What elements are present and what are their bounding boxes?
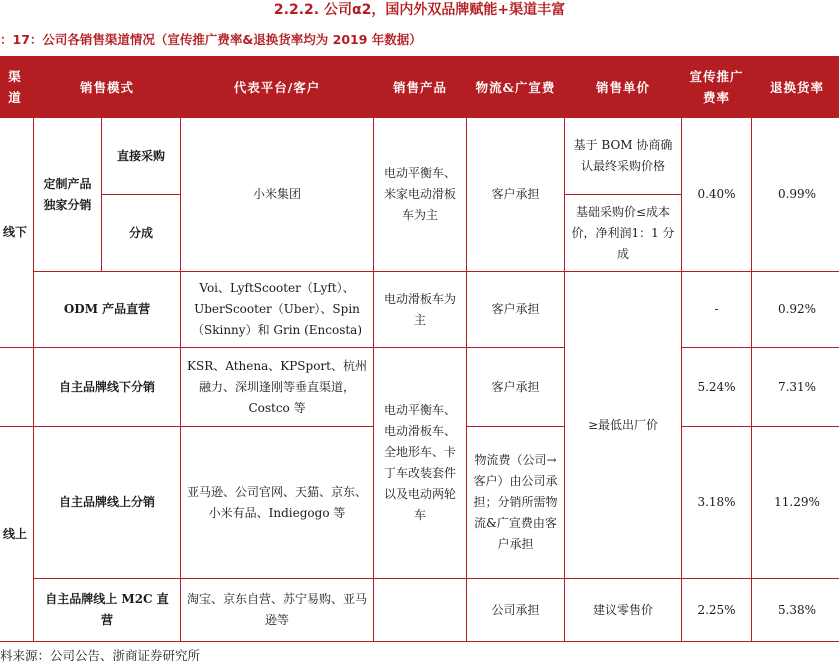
sales-channel-table [0,56,839,642]
platform-odm: Voi、LyftScooter（Lyft）、UberScooter（Uber）、Spin（Skinny）和 Grin (Encosta) [181,272,374,348]
promo-odm: - [682,272,752,348]
return-custom: 0.99% [752,118,839,272]
channel-online: 线上 [0,427,34,642]
promo-own-online: 3.18% [682,427,752,579]
channel-offline-continued [0,348,34,427]
platform-m2c: 淘宝、京东自营、苏宁易购、亚马逊等 [181,579,374,642]
submode-revenue-split: 分成 [102,195,181,272]
mode-own-online: 自主品牌线上分销 [34,427,181,579]
logistics-own-online: 物流费（公司→客户）由公司承担；分销所需物流&广宣费由客户承担 [467,427,565,579]
table-caption: ：17：公司各销售渠道情况（宣传推广费率&退换货率均为 2019 年数据） [0,32,422,47]
platform-own-online: 亚马逊、公司官网、天猫、京东、小米有品、Indiegogo 等 [181,427,374,579]
return-m2c: 5.38% [752,579,839,642]
mode-odm-direct: ODM 产品直营 [34,272,181,348]
header-product: 销售产品 [374,57,467,118]
product-custom: 电动平衡车、米家电动滑板车为主 [374,118,467,272]
header-promo-rate: 宣传推广费率 [682,57,752,118]
price-split: 基础采购价≤成本价，净利润1：1 分成 [565,195,682,272]
header-row [0,57,839,118]
product-odm: 电动滑板车为主 [374,272,467,348]
channel-offline: 线下 [0,118,34,348]
logistics-m2c: 公司承担 [467,579,565,642]
section-heading: 2.2.2. 公司α2，国内外双品牌赋能+渠道丰富 [273,2,566,18]
logistics-odm: 客户承担 [467,272,565,348]
price-m2c: 建议零售价 [565,579,682,642]
header-platform: 代表平台/客户 [181,57,374,118]
mode-m2c-direct: 自主品牌线上 M2C 直营 [34,579,181,642]
header-mode: 销售模式 [34,57,181,118]
logistics-own-offline: 客户承担 [467,348,565,427]
header-channel: 渠道 [0,57,34,118]
product-own-brand: 电动平衡车、电动滑板车、全地形车、卡丁车改装套件以及电动两轮车 [374,348,467,579]
promo-custom: 0.40% [682,118,752,272]
header-logistics: 物流&广宣费 [467,57,565,118]
table-row [0,348,839,427]
submode-direct-purchase: 直接采购 [102,118,181,195]
table-row [0,579,839,642]
table-row [0,272,839,348]
header-return-rate: 退换货率 [752,57,839,118]
platform-own-offline: KSR、Athena、KPSport、杭州融力、深圳逢刚等垂直渠道，Costco 等 [181,348,374,427]
product-m2c [374,579,467,642]
promo-own-offline: 5.24% [682,348,752,427]
platform-xiaomi: 小米集团 [181,118,374,272]
logistics-custom: 客户承担 [467,118,565,272]
return-odm: 0.92% [752,272,839,348]
price-min-factory: ≥最低出厂价 [565,272,682,579]
return-own-offline: 7.31% [752,348,839,427]
promo-m2c: 2.25% [682,579,752,642]
price-direct: 基于 BOM 协商确认最终采购价格 [565,118,682,195]
source-note: 料来源：公司公告、浙商证券研究所 [0,648,201,663]
return-own-online: 11.29% [752,427,839,579]
mode-custom-distribution: 定制产品独家分销 [34,118,102,272]
table-row [0,118,839,195]
header-price: 销售单价 [565,57,682,118]
mode-own-offline: 自主品牌线下分销 [34,348,181,427]
